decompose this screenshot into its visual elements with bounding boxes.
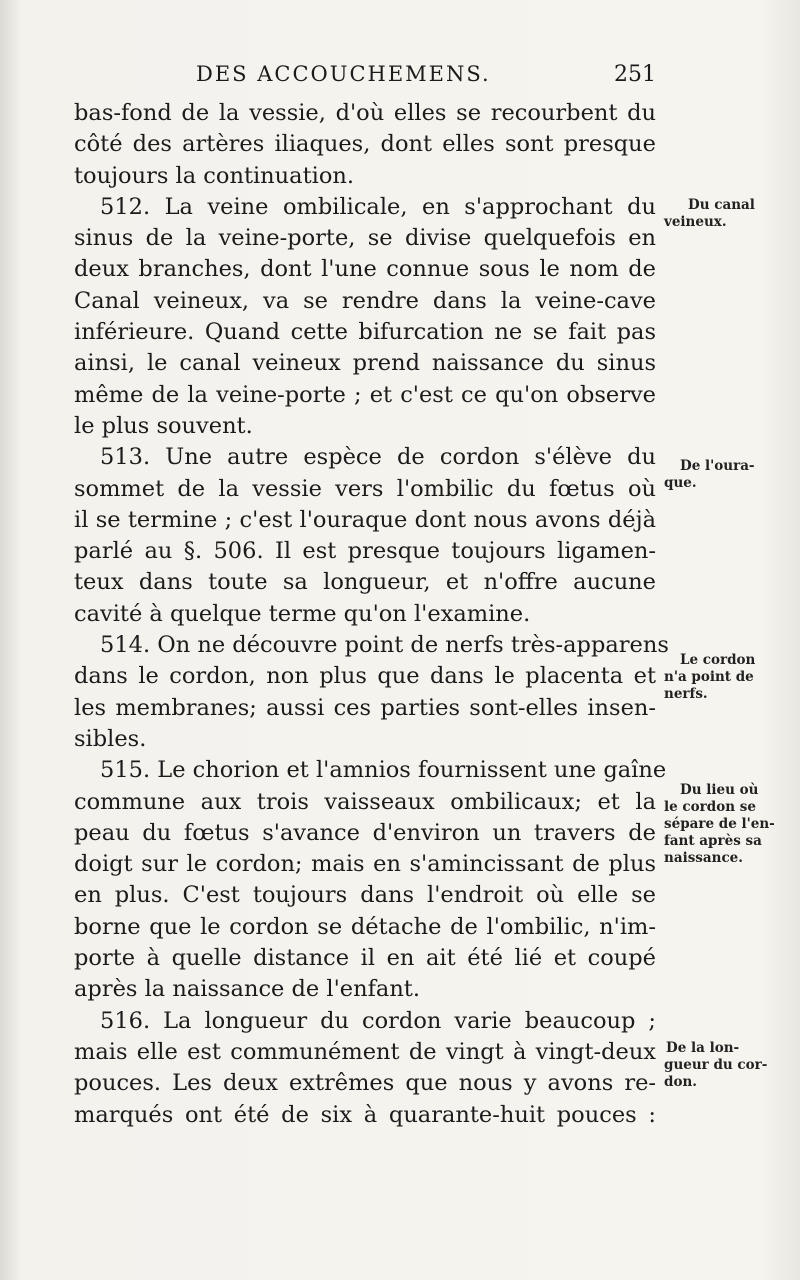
paragraph-514-start: 514. On ne découvre point de nerfs très-apparens xyxy=(100,632,669,659)
text-line: sinus de la veine-porte, se divise quelquefois en xyxy=(74,225,656,252)
text-line: doigt sur le cordon; mais en s'amincissant de plus xyxy=(74,851,656,878)
margin-note-line: naissance. xyxy=(664,850,743,866)
margin-note-line: Le cordon xyxy=(680,652,756,668)
margin-note-longueur xyxy=(664,1040,786,1091)
text-line: sommet de la vessie vers l'ombilic du fœtus où xyxy=(74,475,656,502)
margin-note-line: veineux. xyxy=(664,214,727,230)
margin-note-canal-veineux xyxy=(664,197,786,231)
text-line: marqués ont été de six à quarante-huit pouces : xyxy=(74,1101,656,1128)
text-line: parlé au §. 506. Il est presque toujours ligamen- xyxy=(74,538,656,565)
margin-note-line: gueur du cor- xyxy=(664,1057,768,1073)
paragraph-512-start: 512. La veine ombilicale, en s'approchant du xyxy=(100,193,656,220)
margin-note-line: sépare de l'en- xyxy=(664,816,775,832)
text-line: teux dans toute sa longueur, et n'offre aucune xyxy=(74,569,656,596)
text-line: deux branches, dont l'une connue sous le nom de xyxy=(74,256,656,283)
text-line: mais elle est communément de vingt à vingt-deux xyxy=(74,1038,656,1065)
running-title: DES ACCOUCHEMENS. xyxy=(196,62,491,86)
text-line: le plus souvent. xyxy=(74,412,253,439)
text-line: peau du fœtus s'avance d'environ un travers de xyxy=(74,819,656,846)
margin-note-line: nerfs. xyxy=(664,686,708,702)
body-text xyxy=(74,98,669,1131)
text-line: ainsi, le canal veineux prend naissance du sinus xyxy=(74,350,656,377)
margin-note-lieu xyxy=(664,782,786,867)
text-line: commune aux trois vaisseaux ombilicaux; et la xyxy=(74,788,656,815)
margin-note-nerfs xyxy=(664,652,786,703)
text-line: dans le cordon, non plus que dans le placenta et xyxy=(74,663,656,690)
margin-note-line: fant après sa xyxy=(664,833,762,849)
text-line: côté des artères iliaques, dont elles sont presque xyxy=(74,131,656,158)
text-line: même de la veine-porte ; et c'est ce qu'on observe xyxy=(74,381,656,408)
margin-note-line: que. xyxy=(664,475,697,491)
text-line: après la naissance de l'enfant. xyxy=(74,976,421,1003)
text-line: inférieure. Quand cette bifurcation ne se fait pas xyxy=(74,319,656,346)
text-line: il se termine ; c'est l'ouraque dont nous avons déjà xyxy=(74,506,656,533)
paragraph-513-start: 513. Une autre espèce de cordon s'élève du xyxy=(100,444,656,471)
margin-note-line: n'a point de xyxy=(664,669,754,685)
text-line: porte à quelle distance il en ait été lié et coupé xyxy=(74,945,656,972)
text-line: en plus. C'est toujours dans l'endroit où elle se xyxy=(74,882,656,909)
margin-note-line: De l'oura- xyxy=(680,458,755,474)
paragraph-516-start: 516. La longueur du cordon varie beaucoup ; xyxy=(100,1007,656,1034)
paragraph-515-start: 515. Le chorion et l'amnios fournissent une gaîne xyxy=(100,757,667,784)
margin-note-ouraque xyxy=(664,458,786,492)
text-line: cavité à quelque terme qu'on l'examine. xyxy=(74,600,531,627)
margin-note-line: De la lon- xyxy=(666,1040,740,1056)
text-line: borne que le cordon se détache de l'ombilic, n'im- xyxy=(74,913,656,940)
text-line: toujours la continuation. xyxy=(74,162,355,189)
running-head xyxy=(196,62,656,92)
text-line: sibles. xyxy=(74,725,147,752)
text-line: Canal veineux, va se rendre dans la veine-cave xyxy=(74,287,656,314)
page-number: 251 xyxy=(614,62,656,87)
margin-note-line: le cordon se xyxy=(664,799,756,815)
margin-note-line: Du lieu où xyxy=(680,782,759,798)
text-line: pouces. Les deux extrêmes que nous y avons re- xyxy=(74,1070,656,1097)
text-line: les membranes; aussi ces parties sont-elles insen- xyxy=(74,694,656,721)
margin-note-line: don. xyxy=(664,1074,697,1090)
text-line: bas-fond de la vessie, d'où elles se recourbent du xyxy=(74,100,656,126)
margin-note-line: Du canal xyxy=(688,197,755,213)
